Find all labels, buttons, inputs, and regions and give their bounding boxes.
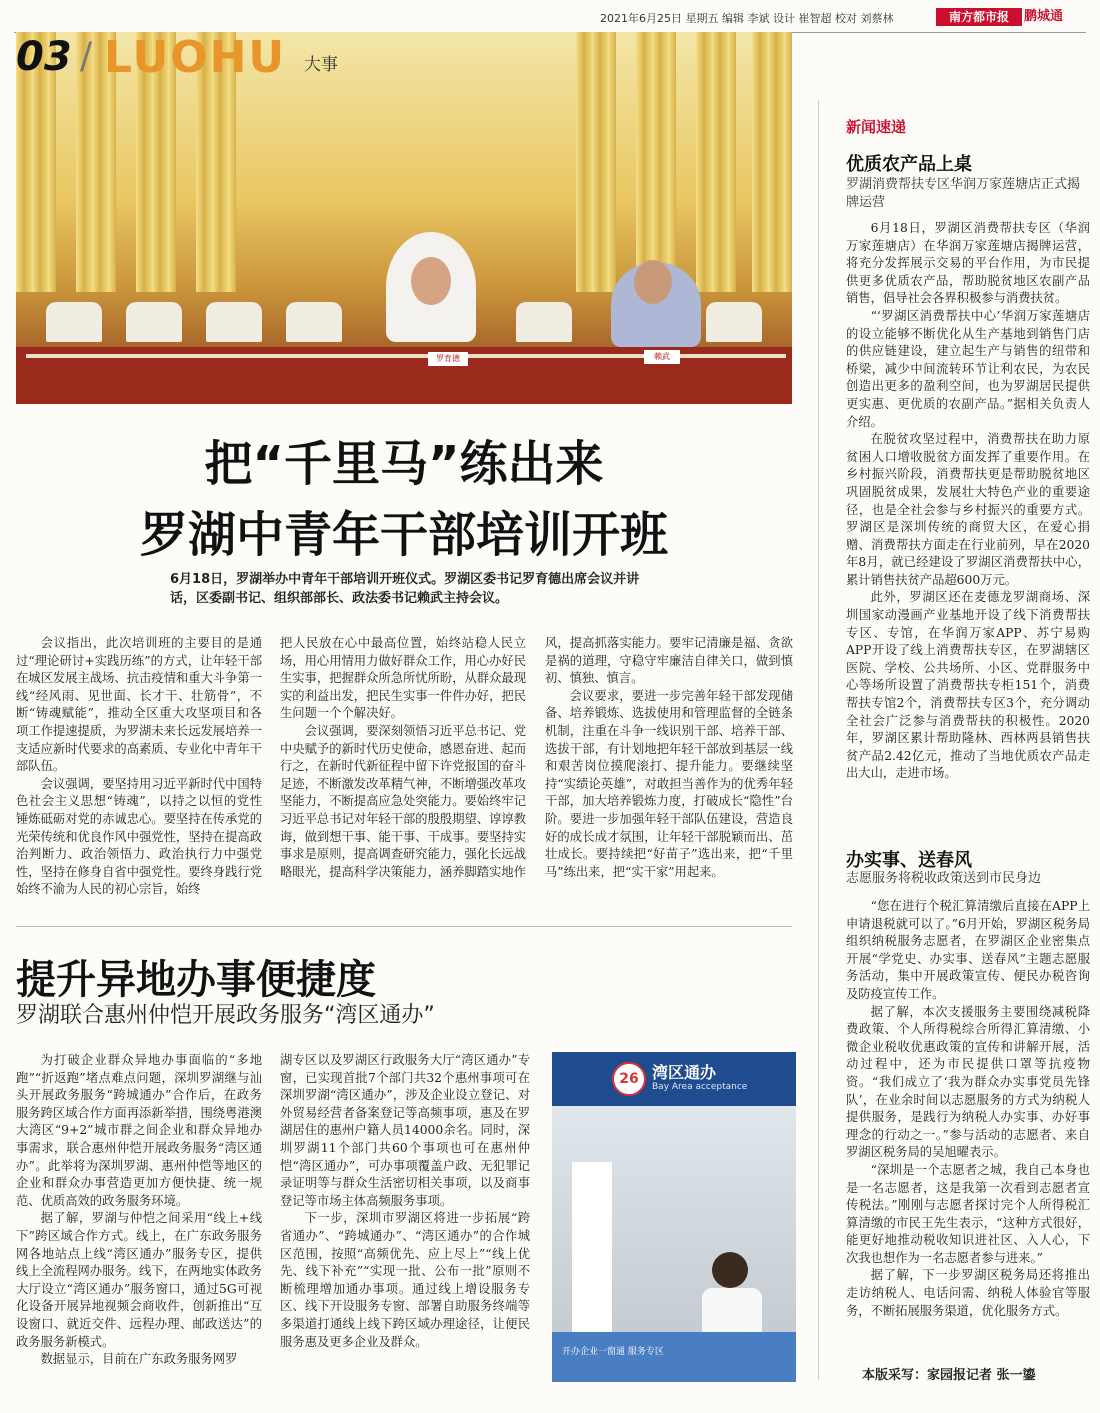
paragraph: 在脱贫攻坚过程中，消费帮扶在助力原贫困人口增收脱贫方面发挥了重要作用。在乡村振兴阶段，消费帮扶更是帮助脱贫地区巩固脱贫成果，发展壮大特色产业的重要途径，也是全社会参与乡村振兴的重要方式。罗湖区是深圳传统的商贸大区，在爱心捐赠、消费帮扶方面走在行业前列，早在2020年8月，就已经建设了罗湖区消费帮扶中心，累计销售扶贫产品超600万元。 (846, 432, 1090, 587)
meeting-photo (16, 32, 792, 404)
article1-col3 (545, 635, 793, 897)
article1-col2 (280, 635, 526, 897)
paragraph: 风，提高抓落实能力。要牢记清廉是福、贪欲是祸的道理，守稳守牢廉洁自律关口，做到慎初、慎独、慎言。 (545, 636, 793, 686)
paragraph: 会议强调，要深刻领悟习近平总书记、党中央赋予的新时代历史使命，感恩奋进、起而行之，在新时代新征程中留下许党报国的奋斗足迹，不断激发改革精气神，不断增强改革攻坚能力，不断提高应急处突能力。要始终牢记习近平总书记对年轻干部的殷殷期望、谆谆教诲，做到想干事、能干事、干成事。要坚持实事求是原则，提高调查研究能力，强化长远战略眼光，提高科学决策能力，涵养脚踏实地作 (280, 723, 526, 879)
issue-meta: 2021年6月25日 星期五 编辑 李斌 设计 崔智超 校对 刘蔡林 (600, 12, 894, 25)
section-name: LUOHU (104, 32, 287, 83)
paragraph: “‘罗湖区消费帮扶中心’华润万家莲塘店的设立能够不断优化从生产基地到销售门店的供应链建设，建立起生产与销售的纽带和桥梁，减少中间流转环节让利农民，为农民创造出更多的盈利空间，也为罗湖居民提供更实惠、更优质的农副产品。”据相关负责人介绍。 (846, 308, 1090, 429)
speaker-head (411, 257, 451, 305)
paragraph: 据了解，罗湖与仲恺之间采用“线上+线下”跨区域合作方式。线上，在广东政务服务网各地站点上线“湾区通办”服务专区，提供线上全流程网办服务。线下，在两地实体政务大厅设立“湾区通办”服务窗口，通过5G可视化设备开展异地视频会商收件，创新推出“互设窗口、就近交件、远程办理、邮政送达”的政务服务新模式。 (16, 1211, 262, 1349)
paragraph: 会议要求，要进一步完善年轻干部发现储备、培养锻炼、选拔使用和管理监督的全链条机制，注重在斗争一线识别干部、培养干部、选拔干部，有计划地把年轻干部放到基层一线和艰苦岗位摸爬滚打、提升能力。要继续坚持“实绩论英雄”，对敢担当善作为的优秀年轻干部，加大培养锻炼力度，打破成长“隐性”台阶。要进一步加强年轻干部队伍建设，营造良好的成长成才氛围，让年轻干部脱颖而出、茁壮成长。要持续把“好苗子”选出来，把“千里马”练出来，把“实干家”用起来。 (545, 688, 793, 879)
service-hall-photo (552, 1052, 796, 1382)
paragraph: “深圳是一个志愿者之城，我自己本身也是一名志愿者，这是我第一次看到志愿者宣传税法。”刚刚与志愿者探讨完个人所得税汇算清缴的市民王先生表示，“这种方式很好，能更好地推动税收知识进社区、入人心，下次我也想作为一名志愿者参与进来。” (846, 1162, 1090, 1265)
service-sign-en: Bay Area acceptance (652, 1082, 748, 1092)
story1-subtitle: 罗湖消费帮扶专区华润万家莲塘店正式揭牌运营 (846, 177, 1081, 210)
paragraph: 下一步，深圳市罗湖区将进一步拓展“跨省通办”、“跨城通办”、“湾区通办”的合作城区范围，按照“高频优先、应上尽上”“线上优先、线下补充”“实现一批、公布一批”原则不断梳理增加通办事项。通过线上增设服务专区、线下开设服务专窗、部署自助服务终端等多渠道打通线上线下跨区域办理途径，让便民服务惠及更多企业及群众。 (280, 1211, 530, 1349)
window-number: 26 (612, 1062, 646, 1096)
story2-subtitle: 志愿服务将税收政策送到市民身边 (846, 871, 1042, 886)
article2-headline: 提升异地办事便捷度 (16, 957, 376, 1003)
page-credit: 本版采写：家园报记者 张一鎏 (862, 1368, 1036, 1383)
story2-body (846, 898, 1090, 1360)
paragraph: 此外，罗湖区还在麦德龙罗湖商场、深圳国家动漫画产业基地开设了线下消费帮扶专区、专馆，在华润万家APP、苏宁易购APP开设了线上消费帮扶专区，在罗湖辖区医院、学校、公共场所、小区、党群服务中心等场所设置了消费帮扶专柜151个，消费帮扶专馆2个，消费帮扶专区3个，充分调动全社会广泛参与消费帮扶的积极性。2020年，罗湖区累计帮助隆林、西林两县销售扶贫产品2.42亿元，推动了当地优质农产品走出大山，走进市场。 (846, 590, 1090, 781)
story1-title: 优质农产品上桌 (846, 154, 972, 175)
service-counter (552, 1332, 796, 1382)
sub-logo: 鹏城通 (1024, 9, 1064, 24)
article-divider (16, 926, 792, 927)
counter-label: 开办企业一窗通 服务专区 (562, 1347, 664, 1357)
service-sign-text: 湾区通办 (652, 1063, 717, 1082)
paragraph: 湖专区以及罗湖区行政服务大厅“湾区通办”专窗，已实现首批7个部门共32个惠州事项可在深圳罗湖“湾区通办”，涉及企业设立登记、对外贸易经营者备案登记等高频事项，惠及在罗湖居住的惠州户籍人员14000余名。同时，深圳罗湖11个部门共60个事项也可在惠州仲恺“湾区通办”，可办事项覆盖户政、无犯罪记录证明等与群众生活密切相关事项，以及商事登记等市场主体高频服务事项。 (280, 1053, 530, 1208)
paragraph: 会议指出，此次培训班的主要目的是通过“理论研讨+实践历练”的方式，让年轻干部在城区发展主战场、抗击疫情和重大斗争第一线“经风雨、见世面、长才干、壮筋骨”，不断“铸魂赋能”，推动全区重大攻坚项目和各项工作提速提质，为罗湖未来长远发展培养一支适应新时代要求的高素质、专业化中青年干部队伍。 (16, 636, 262, 774)
paper-logo: 南方都市报 (936, 8, 1022, 26)
paragraph: 6月18日，罗湖区消费帮扶专区（华润万家莲塘店）在华润万家莲塘店揭牌运营，将充分发挥展示交易的平台作用，为市民提供更多优质农产品，帮助脱贫地区农副产品销售，倡导社会各界积极参与消费扶贫。 (846, 221, 1090, 306)
nameplate-right: 赖武 (644, 350, 680, 364)
paragraph: 为打破企业群众异地办事面临的“多地跑”“折返跑”堵点难点问题，深圳罗湖继与汕头开展政务服务“跨城通办”合作后，在政务服务跨区域合作方面再添新举措，围绕粤港澳大湾区“9+2”城市群之间企业和群众异地办事需求，联合惠州仲恺开展政务服务“湾区通办”。此举将为深圳罗湖、惠州仲恺等地区的企业和群众办事营造更加方便快捷、统一规范、优质高效的政务服务环境。 (16, 1053, 262, 1208)
story2-title: 办实事、送春风 (846, 850, 972, 871)
article1-headline-line1: 把“千里马”练出来 (204, 436, 604, 492)
paragraph: 据了解，下一步罗湖区税务局还将推出走访纳税人、电话问需、纳税人体验官等服务，不断拓展服务渠道，优化服务方式。 (846, 1268, 1090, 1318)
article2-subhead: 罗湖联合惠州仲恺开展政务服务“湾区通办” (16, 1003, 435, 1028)
paragraph: 把人民放在心中最高位置，始终站稳人民立场，用心用情用力做好群众工作，用心办好民生实事，把握群众所急所忧所盼，从群众最现实的利益出发，把民生实事一件件办好，把民生问题一个个解决好。 (280, 636, 526, 721)
section-sub: 大事 (304, 55, 338, 75)
article1-headline-line2: 罗湖中青年干部培训开班 (139, 507, 668, 563)
sidebar-divider (818, 100, 819, 1380)
section-slash: / (80, 36, 93, 77)
article1-lead: 6月18日，罗湖举办中青年干部培训开班仪式。罗湖区委书记罗育德出席会议并讲话，区委副书记、组织部部长、政法委书记赖武主持会议。 (170, 572, 640, 606)
paragraph: 据了解，本次支援服务主要围绕减税降费政策、个人所得税综合所得汇算清缴、小微企业税收优惠政策的宣传和讲解开展，活动过程中，还为市民提供口罩等抗疫物资。“我们成立了‘我为群众办实事党员先锋队’，在业余时间以志愿服务的方式为纳税人提供服务，是践行为纳税人办实事、办好事理念的行动之一。”参与活动的志愿者、来自罗湖区税务局的吴旭曜表示。 (846, 1004, 1090, 1160)
nameplate-left: 罗育德 (428, 352, 468, 366)
story1-body (846, 220, 1090, 826)
paragraph: 数据显示，目前在广东政务服务网罗 (40, 1352, 238, 1367)
article2-col2 (280, 1052, 530, 1382)
section-number: 03 (16, 34, 72, 80)
paragraph: “您在进行个税汇算清缴后直接在APP上申请退税就可以了。”6月开始，罗湖区税务局组织纳税服务志愿者，在罗湖区企业密集点开展“学党史、办实事、送春风”主题志愿服务活动，集中开展政策宣传、便民办税咨询及防疫宣传工作。 (846, 899, 1090, 1001)
host-head (634, 260, 672, 304)
staff-head (712, 1252, 748, 1288)
sidebar-tag: 新闻速递 (846, 118, 907, 136)
paragraph: 会议强调，要坚持用习近平新时代中国特色社会主义思想“铸魂”，以持之以恒的党性锤炼砥砺对党的赤诚忠心。要坚持在传承党的光荣传统和优良作风中强党性，坚持在提高政治判断力、政治领悟力、政治执行力中强党性，坚持在修身自省中强党性。要终身践行党始终不渝为人民的初心宗旨，始终 (16, 776, 262, 897)
article1-col1 (16, 635, 262, 897)
article2-col1 (16, 1052, 262, 1382)
